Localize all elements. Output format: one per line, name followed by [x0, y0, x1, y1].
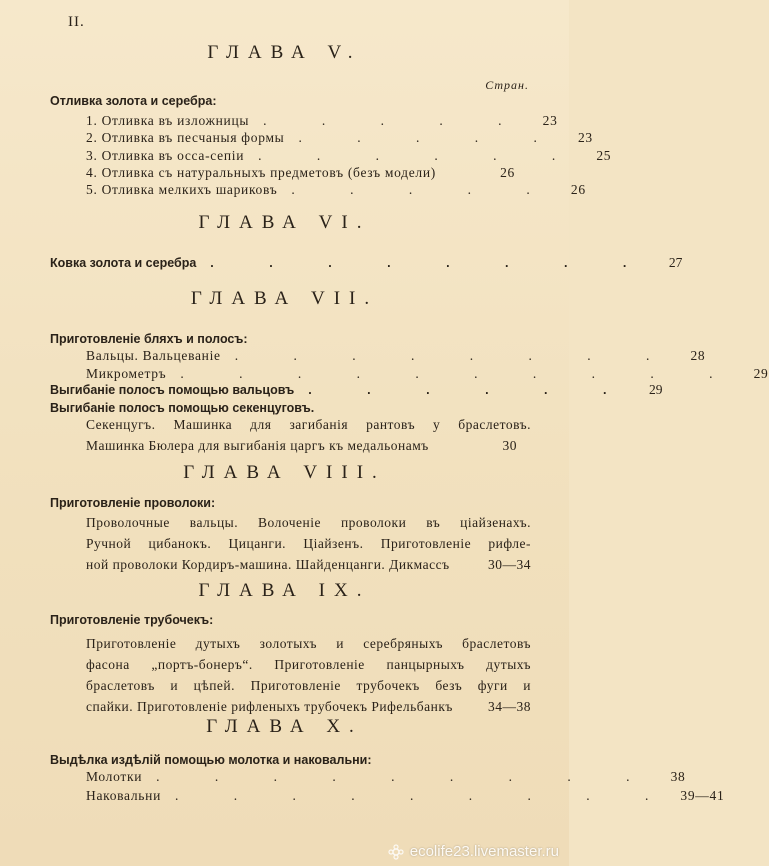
toc-entry-page: 29	[753, 366, 769, 381]
chapter-9-section: Приготовленiе трубочекъ:	[50, 613, 214, 627]
toc-entry-page: 26	[570, 182, 586, 197]
chapter-8-section: Приготовленiе проволоки:	[50, 496, 216, 510]
toc-entry: Ковка золота и серебра . . . . . . . . 27	[50, 255, 683, 270]
chapter-7-section-3: Выгибанiе полосъ помощью секенцуговъ.	[50, 401, 315, 415]
paragraph-line: Приготовленiе дутыхъ золотыхъ и серебряныхъ браслетовъ	[86, 636, 531, 651]
flower-logo-icon	[388, 844, 404, 860]
toc-entry: 1. Отливка въ изложницы . . . . . 23	[86, 113, 558, 128]
chapter-7-section-1: Приготовленiе бляхъ и полосъ:	[50, 332, 248, 346]
chapter-10-section: Выдѣлка издѣлiй помощью молотка и наковальни:	[50, 753, 372, 767]
watermark	[388, 843, 559, 860]
toc-entry-text: 3. Отливка въ осса-сепiи	[86, 148, 245, 163]
watermark-text: ecolife23.livemaster.ru	[409, 843, 559, 860]
toc-entry-page: 28	[690, 348, 706, 363]
toc-entry	[86, 165, 515, 181]
toc-entry: 3. Отливка въ осса-сепiи . . . . . . 25	[86, 148, 612, 163]
chapter-9-paragraph	[86, 633, 531, 717]
paragraph-line-text: ной проволоки Кордиръ-машина. Шайденцанги. Дикмассъ	[86, 557, 450, 572]
toc-entry: Наковальни . . . . . . . . . 39—41	[86, 788, 725, 803]
page-number: II.	[68, 14, 85, 30]
chapter-8-title: ГЛАВА VIII.	[183, 462, 386, 483]
toc-entry-page: 29	[648, 382, 663, 397]
pages-column-label: Стран.	[485, 78, 529, 92]
chapter-8-paragraph	[86, 512, 531, 575]
paragraph-page: 34—38	[488, 699, 531, 714]
paragraph-page: 30	[502, 438, 517, 453]
chapter-5-title: ГЛАВА V.	[207, 42, 362, 63]
paragraph-line: Проволочные вальцы. Волоченiе проволоки въ цiайзенахъ.	[86, 515, 531, 530]
paragraph-line-last	[86, 696, 531, 717]
chapter-7-paragraph	[86, 414, 531, 456]
toc-entry-text: Наковальни	[86, 788, 162, 803]
paragraph-line-text: спайки. Приготовленiе рифленыхъ трубочекъ Рифельбанкъ	[86, 699, 453, 714]
toc-entry-page: 23	[577, 130, 593, 145]
toc-entry-text: 1. Отливка въ изложницы	[86, 113, 250, 128]
toc-entry-text: 5. Отливка мелкихъ шариковъ	[86, 182, 278, 197]
chapter-7-section-2: Выгибанiе полосъ помощью вальцовъ	[50, 383, 295, 397]
toc-entry: Вальцы. Вальцеванiе . . . . . . . . 28	[86, 348, 706, 363]
chapter-5-section: Отливка золота и серебра:	[50, 94, 217, 108]
toc-entry-text: Микрометръ	[86, 366, 167, 381]
toc-entry: Выгибанiе полосъ помощью вальцовъ . . . . . . 29	[50, 382, 663, 397]
paragraph-line: Секенцугъ. Машинка для загибанiя рантовъ у браслетовъ.	[86, 417, 531, 432]
toc-entry-text: Вальцы. Вальцеванiе	[86, 348, 221, 363]
paragraph-line: фасона „портъ-бонеръ“. Приготовленiе панцырныхъ дутыхъ	[86, 657, 531, 672]
paragraph-line: браслетовъ и цѣпей. Приготовленiе трубочекъ безъ фуги и	[86, 678, 531, 693]
toc-entry-page: 27	[668, 255, 683, 270]
chapter-7-title: ГЛАВА VII.	[190, 288, 379, 309]
toc-entry-page: 25	[596, 148, 612, 163]
paragraph-line-last	[86, 435, 531, 456]
toc-entry-text: Молотки	[86, 769, 143, 784]
toc-entry: 5. Отливка мелкихъ шариковъ . . . . . 26	[86, 182, 586, 197]
paragraph-line-last	[86, 554, 531, 575]
toc-entry: 2. Отливка въ песчаныя формы . . . . . 23	[86, 130, 593, 145]
toc-entry-text: 4. Отливка съ натуральныхъ предметовъ (безъ модели)	[86, 165, 436, 180]
chapter-6-section: Ковка золота и серебра	[50, 256, 197, 270]
chapter-6-title: ГЛАВА VI.	[198, 212, 371, 233]
toc-entry-page: 39—41	[680, 788, 725, 803]
toc-entry-page: 26	[500, 165, 515, 180]
paragraph-page: 30—34	[488, 557, 531, 572]
toc-entry: Микрометръ . . . . . . . . . . 29	[86, 366, 769, 381]
toc-entry-page: 38	[670, 769, 686, 784]
chapter-9-title: ГЛАВА IX.	[198, 580, 371, 601]
chapter-10-title: ГЛАВА X.	[206, 716, 363, 737]
toc-entry-text: 2. Отливка въ песчаныя формы	[86, 130, 285, 145]
paragraph-line-text: Машинка Бюлера для выгибанiя царгъ къ медальонамъ	[86, 438, 429, 453]
toc-entry-page: 23	[542, 113, 558, 128]
paragraph-line: Ручной цибанокъ. Цицанги. Цiайзенъ. Приготовленiе рифле-	[86, 536, 531, 551]
toc-entry: Молотки . . . . . . . . . 38	[86, 769, 686, 784]
